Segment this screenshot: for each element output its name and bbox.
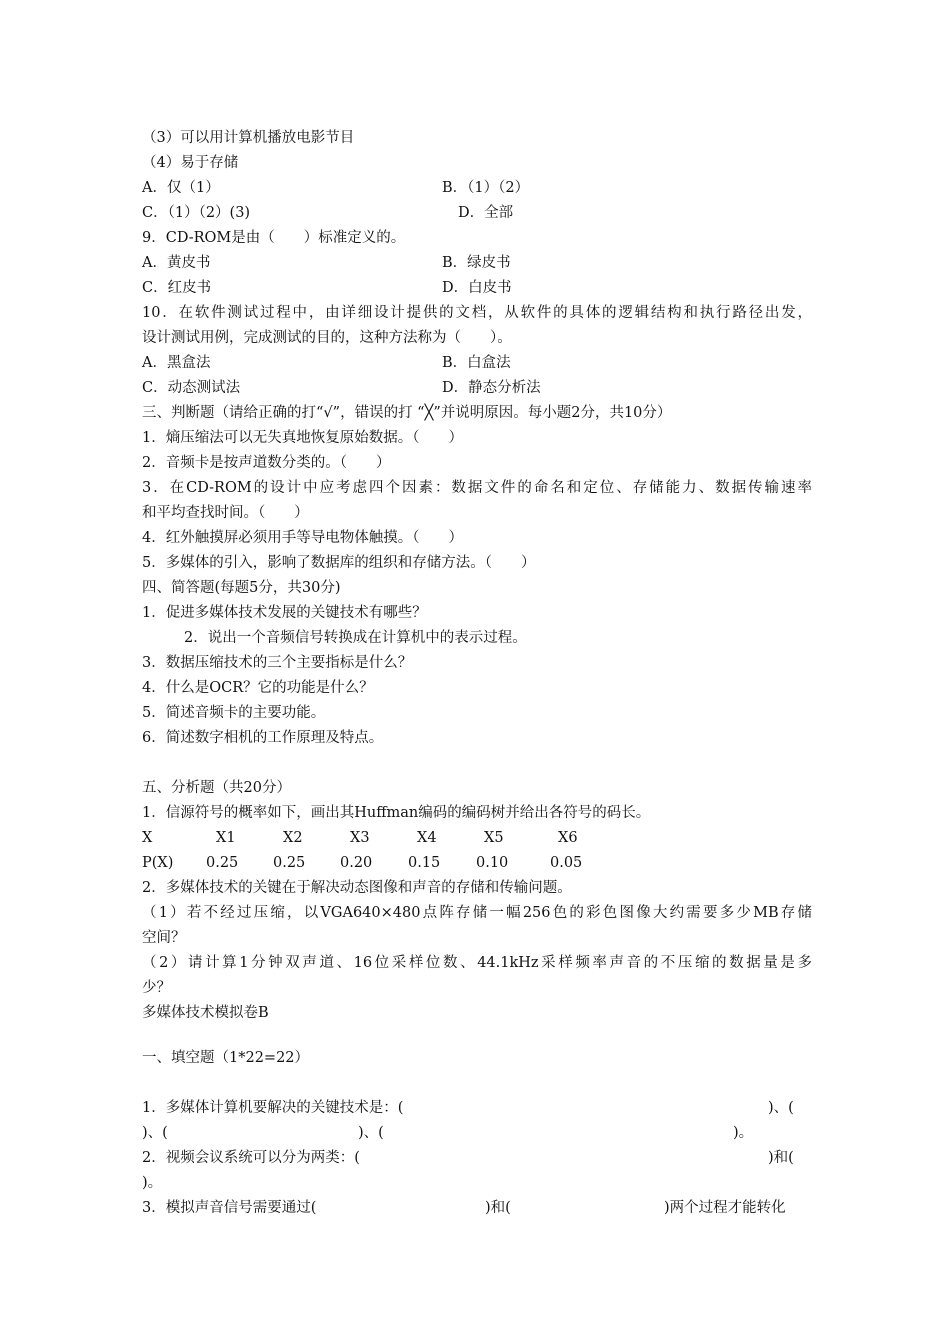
section-3-heading: 三、判断题（请给正确的打“√”，错误的打 “╳”并说明原因。每小题2分，共10分） [142, 405, 672, 421]
option-line-4: （4）易于存储 [142, 155, 239, 171]
fill-blank-separator: )和( [768, 1150, 794, 1166]
section-1-heading: 一、填空题（1*22=22） [142, 1050, 310, 1066]
fill-question-3-continued: )两个过程才能转化 [664, 1200, 786, 1216]
choice-d: D．白皮书 [442, 280, 512, 296]
choice-b: B．（1）（2） [442, 180, 530, 196]
choice-d: D．静态分析法 [442, 380, 541, 396]
probability-cell: 0.10 [476, 855, 509, 871]
analysis-question-2-part-2-line-2: 少？ [142, 980, 171, 996]
choice-c: C．（1）（2）(3) [142, 205, 251, 221]
symbol-cell: X4 [417, 830, 437, 846]
analysis-question-2: 2．多媒体技术的关键在于解决动态图像和声音的存储和传输问题。 [142, 880, 572, 896]
probability-cell: 0.20 [340, 855, 373, 871]
symbol-cell: X3 [350, 830, 370, 846]
fill-question-1-text: 1．多媒体计算机要解决的关键技术是：( [142, 1100, 404, 1116]
section-4-heading: 四、简答题(每题5分，共30分) [142, 580, 341, 596]
probability-cell: 0.05 [550, 855, 583, 871]
fill-blank-end: )。 [733, 1125, 754, 1141]
symbol-cell: X5 [484, 830, 504, 846]
fill-question-2-text: 2．视频会议系统可以分为两类：( [142, 1150, 360, 1166]
question-10-line-2: 设计测试用例，完成测试的目的，这种方法称为（ ）。 [142, 330, 512, 346]
option-line-3: （3）可以用计算机播放电影节目 [142, 130, 355, 146]
symbol-cell: X6 [558, 830, 578, 846]
fill-blank-separator: )和( [485, 1200, 511, 1216]
short-question-5: 5．简述音频卡的主要功能。 [142, 705, 326, 721]
question-9: 9．CD-ROM是由（ ）标准定义的。 [142, 230, 406, 246]
fill-blank-end: )。 [142, 1175, 163, 1191]
analysis-question-2-part-1-line-1: （1）若不经过压缩，以VGA640×480点阵存储一幅256色的彩色图像大约需要多少MB存储 [142, 905, 812, 921]
probability-cell: 0.15 [408, 855, 441, 871]
short-question-2: 2．说出一个音频信号转换成在计算机中的表示过程。 [184, 630, 527, 646]
analysis-question-1: 1．信源符号的概率如下，画出其Huffman编码的编码树并给出各符号的码长。 [142, 805, 651, 821]
judge-question-1: 1．熵压缩法可以无失真地恢复原始数据。（ ） [142, 430, 463, 446]
judge-question-2: 2．音频卡是按声道数分类的。（ ） [142, 455, 391, 471]
choice-b: B．绿皮书 [442, 255, 511, 271]
judge-question-4: 4．红外触摸屏必须用手等导电物体触摸。（ ） [142, 530, 463, 546]
choice-b: B．白盒法 [442, 355, 511, 371]
short-question-1: 1．促进多媒体技术发展的关键技术有哪些？ [142, 605, 427, 621]
symbol-cell: X [142, 830, 153, 846]
section-5-heading: 五、分析题（共20分） [142, 780, 291, 796]
probability-cell: 0.25 [206, 855, 239, 871]
fill-blank-separator: )、( [142, 1125, 168, 1141]
choice-a: A．仅（1） [142, 180, 220, 196]
judge-question-5: 5．多媒体的引入，影响了数据库的组织和存储方法。（ ） [142, 555, 536, 571]
choice-a: A．黑盒法 [142, 355, 211, 371]
probability-cell: P(X) [142, 855, 174, 871]
fill-blank-separator: )、( [358, 1125, 384, 1141]
short-question-6: 6．简述数字相机的工作原理及特点。 [142, 730, 384, 746]
fill-question-3-text: 3．模拟声音信号需要通过( [142, 1200, 317, 1216]
exam-b-title: 多媒体技术模拟卷B [142, 1005, 269, 1021]
probability-cell: 0.25 [273, 855, 306, 871]
choice-c: C．红皮书 [142, 280, 212, 296]
question-10-line-1: 10．在软件测试过程中，由详细设计提供的文档，从软件的具体的逻辑结构和执行路径出发， [142, 305, 812, 321]
analysis-question-2-part-2-line-1: （2）请计算1分钟双声道、16位采样位数、44.1kHz采样频率声音的不压缩的数据量是多 [142, 955, 812, 971]
short-question-3: 3．数据压缩技术的三个主要指标是什么？ [142, 655, 413, 671]
choice-a: A．黄皮书 [142, 255, 211, 271]
short-question-4: 4．什么是OCR？它的功能是什么？ [142, 680, 374, 696]
choice-d: D．全部 [458, 205, 514, 221]
choice-c: C．动态测试法 [142, 380, 241, 396]
symbol-cell: X2 [283, 830, 303, 846]
judge-question-3-line-2: 和平均查找时间。（ ） [142, 505, 309, 521]
fill-blank-separator: )、( [768, 1100, 794, 1116]
judge-question-3-line-1: 3．在CD-ROM的设计中应考虑四个因素：数据文件的命名和定位、存储能力、数据传输速率 [142, 480, 812, 496]
symbol-cell: X1 [216, 830, 236, 846]
analysis-question-2-part-1-line-2: 空间？ [142, 930, 186, 946]
